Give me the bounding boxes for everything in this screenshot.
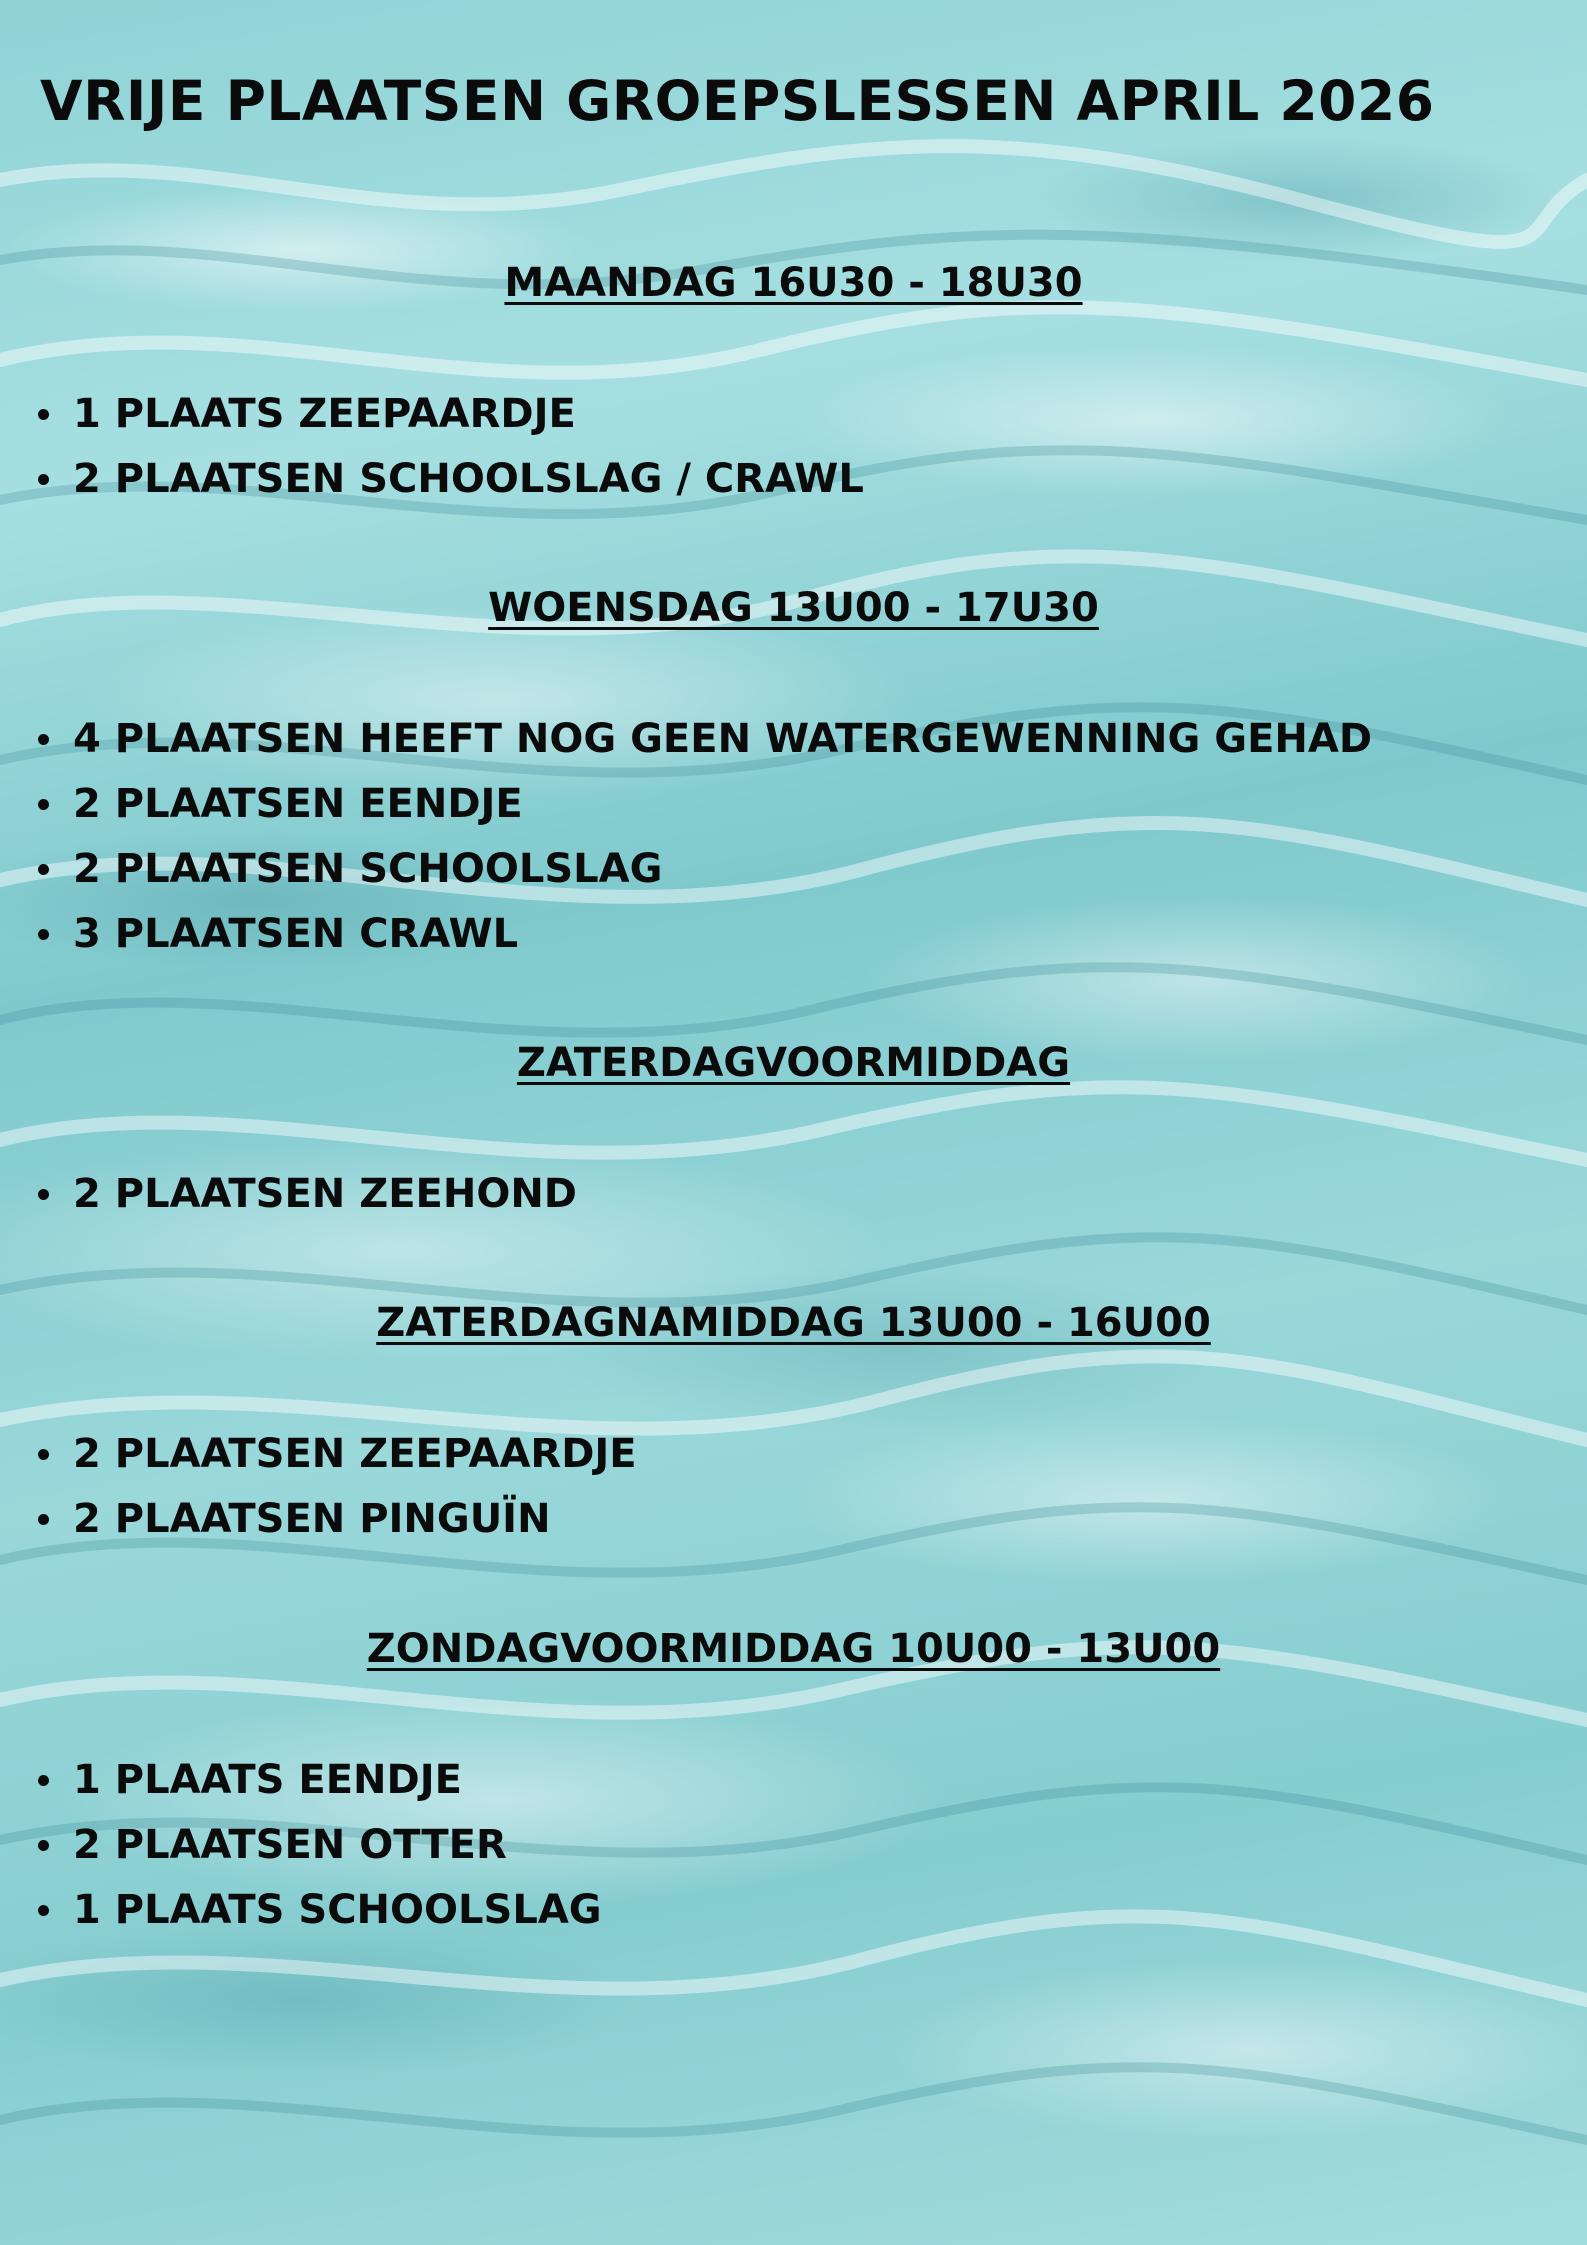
bullet-icon [38,1775,49,1786]
list-item [38,772,1372,837]
list-item [38,447,864,512]
list-item [38,1748,602,1813]
section-heading-zaterdagnamiddag [0,1298,1587,1348]
list-item-text: 2 PLAATSEN OTTER [73,1822,507,1868]
section-heading-text: MAANDAG 16U30 - 18U30 [504,260,1083,306]
list-item-text: 2 PLAATSEN SCHOOLSLAG / CRAWL [73,456,864,502]
bullet-icon [38,864,49,875]
section-list-maandag [38,382,864,512]
bullet-icon [38,1905,49,1916]
section-heading-zondagvoormiddag [0,1624,1587,1674]
bullet-icon [38,474,49,485]
list-item-text: 1 PLAATS SCHOOLSLAG [73,1887,602,1933]
bullet-icon [38,1449,49,1460]
bullet-icon [38,1840,49,1851]
section-heading-zaterdagvoormiddag [0,1038,1587,1088]
list-item [38,1487,637,1552]
list-item [38,1878,602,1943]
list-item-text: 1 PLAATS EENDJE [73,1757,462,1803]
list-item [38,382,864,447]
section-heading-text: WOENSDAG 13U00 - 17U30 [488,585,1099,631]
list-item [38,1813,602,1878]
section-list-zondagvoormiddag [38,1748,602,1943]
bullet-icon [38,734,49,745]
bullet-icon [38,1189,49,1200]
list-item-text: 2 PLAATSEN PINGUÏN [73,1496,551,1542]
section-list-woensdag [38,707,1372,967]
list-item-text: 2 PLAATSEN EENDJE [73,781,523,827]
list-item-text: 3 PLAATSEN CRAWL [73,911,519,957]
section-heading-woensdag [0,583,1587,633]
list-item [38,707,1372,772]
section-list-zaterdagvoormiddag [38,1162,577,1227]
section-heading-text: ZONDAGVOORMIDDAG 10U00 - 13U00 [366,1626,1221,1672]
bullet-icon [38,409,49,420]
bullet-icon [38,799,49,810]
list-item [38,1162,577,1227]
list-item-text: 1 PLAATS ZEEPAARDJE [73,391,576,437]
list-item-text: 2 PLAATSEN ZEEHOND [73,1171,578,1217]
list-item [38,1422,637,1487]
bullet-icon [38,1514,49,1525]
section-heading-text: ZATERDAGVOORMIDDAG [516,1040,1071,1086]
list-item [38,902,1372,967]
list-item-text: 2 PLAATSEN ZEEPAARDJE [73,1431,637,1477]
section-heading-maandag [0,258,1587,308]
list-item-text: 2 PLAATSEN SCHOOLSLAG [73,846,663,892]
section-heading-text: ZATERDAGNAMIDDAG 13U00 - 16U00 [376,1300,1211,1346]
page-title: VRIJE PLAATSEN GROEPSLESSEN APRIL 2026 [40,69,1435,133]
bullet-icon [38,929,49,940]
section-list-zaterdagnamiddag [38,1422,637,1552]
list-item [38,837,1372,902]
list-item-text: 4 PLAATSEN HEEFT NOG GEEN WATERGEWENNING GEHAD [73,716,1373,762]
